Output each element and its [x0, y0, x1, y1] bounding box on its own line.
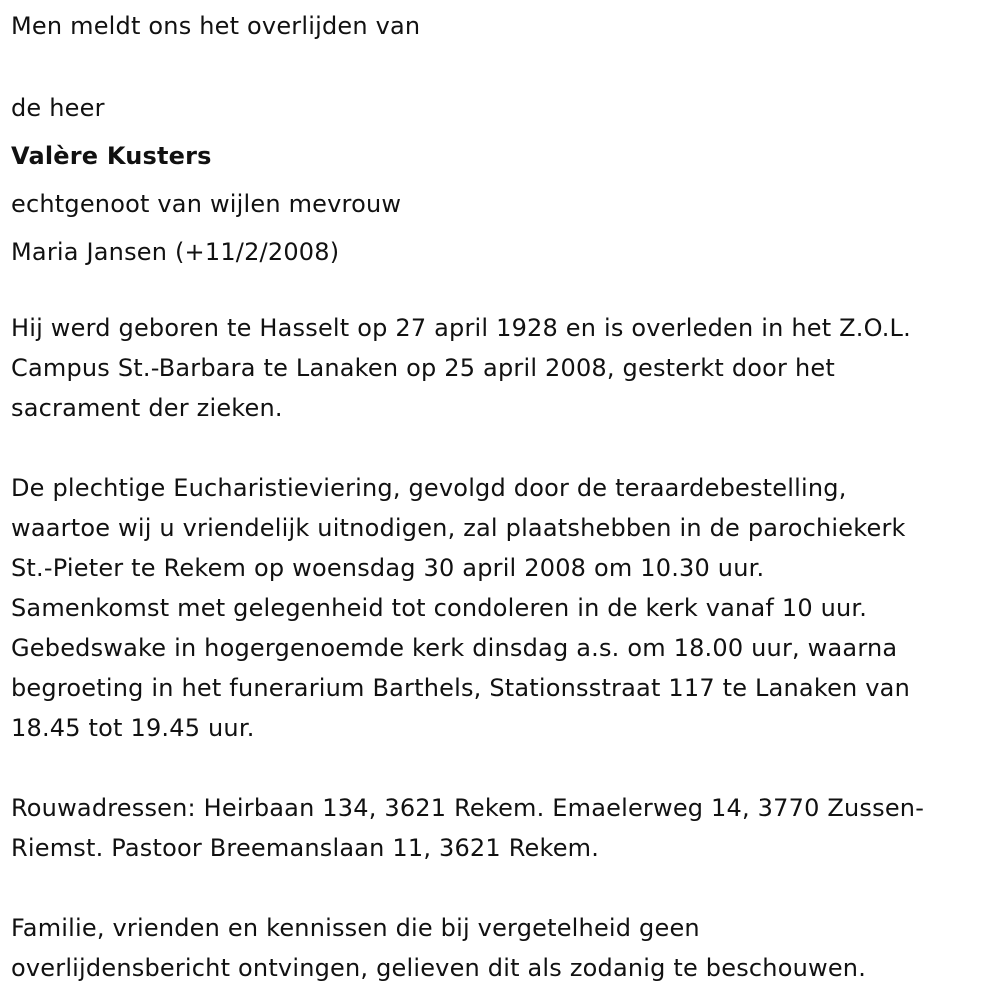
- paragraph-closing: [11, 908, 996, 988]
- spouse-name: Maria Jansen (+11/2/2008): [11, 238, 340, 266]
- paragraph-line: Familie, vrienden en kennissen die bij vergetelheid geen: [11, 914, 700, 942]
- title-prefix: de heer: [11, 94, 105, 122]
- paragraph-line: Gebedswake in hogergenoemde kerk dinsdag a.s. om 18.00 uur, waarna: [11, 634, 898, 662]
- paragraph-line: sacrament der zieken.: [11, 394, 283, 422]
- paragraph-line: Hij werd geboren te Hasselt op 27 april 1928 en is overleden in het Z.O.L.: [11, 314, 911, 342]
- paragraph-line: 18.45 tot 19.45 uur.: [11, 714, 255, 742]
- paragraph-line: waartoe wij u vriendelijk uitnodigen, zal plaatshebben in de parochiekerk: [11, 514, 906, 542]
- death-notice: [11, 8, 996, 988]
- intro-text: Men meldt ons het overlijden van: [11, 12, 421, 40]
- notice-header: [11, 8, 996, 276]
- relation-text: echtgenoot van wijlen mevrouw: [11, 190, 402, 218]
- paragraph-line: begroeting in het funerarium Barthels, Stationsstraat 117 te Lanaken van: [11, 674, 910, 702]
- paragraph-line: St.-Pieter te Rekem op woensdag 30 april 2008 om 10.30 uur.: [11, 554, 765, 582]
- paragraph-line: Campus St.-Barbara te Lanaken op 25 april 2008, gesterkt door het: [11, 354, 835, 382]
- paragraph-line: De plechtige Eucharistieviering, gevolgd door de teraardebestelling,: [11, 474, 847, 502]
- deceased-name: Valère Kusters: [11, 142, 212, 170]
- paragraph-line: Rouwadressen: Heirbaan 134, 3621 Rekem. Emaelerweg 14, 3770 Zussen-: [11, 794, 925, 822]
- paragraph-line: overlijdensbericht ontvingen, gelieven dit als zodanig te beschouwen.: [11, 954, 867, 982]
- paragraph-line: Samenkomst met gelegenheid tot condoleren in de kerk vanaf 10 uur.: [11, 594, 868, 622]
- paragraph-line: Riemst. Pastoor Breemanslaan 11, 3621 Rekem.: [11, 834, 600, 862]
- paragraph-birth-death: [11, 308, 996, 428]
- paragraph-ceremony: [11, 468, 996, 748]
- paragraph-addresses: [11, 788, 996, 868]
